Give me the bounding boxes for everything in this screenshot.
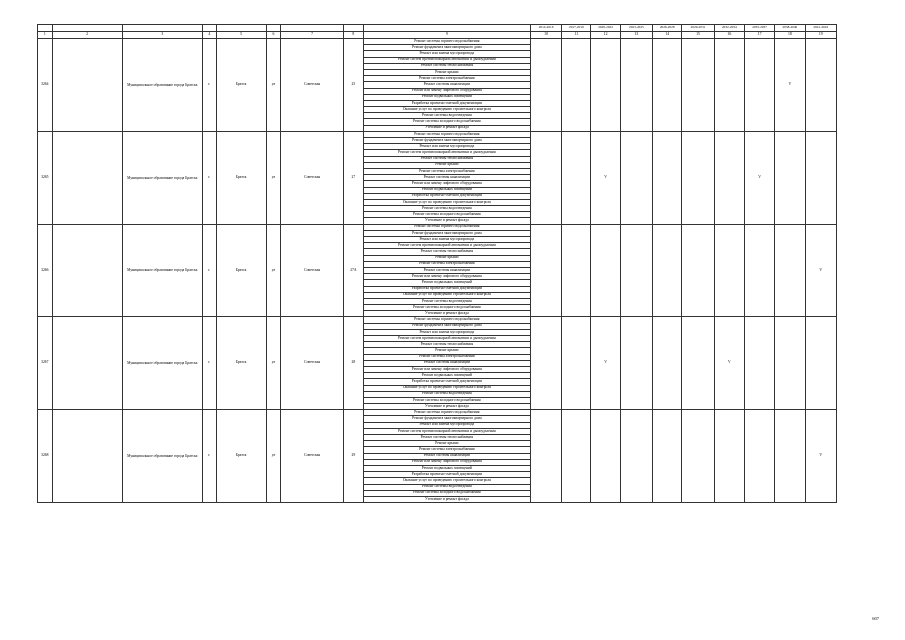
- street-type-cell: ул: [266, 131, 281, 224]
- column-number-cell: 6: [266, 32, 281, 39]
- work-name-cell: Ремонт системы водоотведения: [363, 298, 530, 304]
- year-mark-cell: [653, 131, 682, 224]
- work-name-cell: Ремонт системы канализации: [363, 267, 530, 273]
- year-mark-cell-checked: V: [805, 410, 836, 503]
- work-name-cell: Ремонт или замена мусоропровода: [363, 51, 530, 57]
- work-name-cell: Ремонт крыши: [363, 162, 530, 168]
- column-number-cell: 12: [591, 32, 620, 39]
- work-name-cell: Разработка проектно-сметной документации: [363, 379, 530, 385]
- column-number-cell: 3: [122, 32, 202, 39]
- locality-type-cell: г.: [203, 224, 217, 317]
- year-mark-cell: [744, 317, 774, 410]
- work-name-cell: Ремонт или замена мусоропровода: [363, 144, 530, 150]
- work-name-cell: Ремонт или замену лифтового оборудования: [363, 274, 530, 280]
- work-name-cell: Ремонт систем противопожарной автоматики и дымоудаления: [363, 150, 530, 156]
- year-mark-cell: [562, 39, 591, 132]
- header-blank-cell: [266, 25, 281, 32]
- work-name-cell: Ремонт системы теплоснабжения: [363, 249, 530, 255]
- work-name-cell: Ремонт или замену лифтового оборудования: [363, 459, 530, 465]
- year-mark-cell: [775, 317, 805, 410]
- work-name-cell: Ремонт фундамента многоквартирного дома: [363, 323, 530, 329]
- work-name-cell: Ремонт или замена мусоропровода: [363, 422, 530, 428]
- work-name-cell: Ремонт фундамента многоквартирного дома: [363, 45, 530, 51]
- year-mark-cell: [591, 410, 620, 503]
- year-mark-cell: [714, 224, 744, 317]
- building-id-cell: 3267: [38, 317, 53, 410]
- city-cell: Братск: [216, 224, 266, 317]
- work-name-cell: Ремонт системы горячего водоснабжения: [363, 224, 530, 230]
- period-header-cell: 2035-2037: [744, 25, 774, 32]
- year-mark-cell-checked: V: [714, 317, 744, 410]
- blank-cell: [52, 39, 122, 132]
- blank-cell: [52, 410, 122, 503]
- column-number-cell: 19: [805, 32, 836, 39]
- year-mark-cell: [591, 39, 620, 132]
- year-mark-cell: [530, 410, 561, 503]
- column-number-cell: 17: [744, 32, 774, 39]
- work-name-cell: Ремонт системы канализации: [363, 360, 530, 366]
- year-mark-cell: [682, 317, 714, 410]
- blank-cell: [52, 224, 122, 317]
- work-name-cell: Утепление и ремонт фасада: [363, 496, 530, 502]
- year-mark-cell: [562, 410, 591, 503]
- year-mark-cell: [714, 39, 744, 132]
- year-mark-cell: [653, 224, 682, 317]
- year-mark-cell: [591, 224, 620, 317]
- building-id-cell: 3264: [38, 39, 53, 132]
- work-name-cell: Ремонт системы электроснабжения: [363, 76, 530, 82]
- work-name-cell: Ремонт системы теплоснабжения: [363, 156, 530, 162]
- year-mark-cell: [744, 224, 774, 317]
- column-number-row: [38, 32, 837, 39]
- work-name-cell: Ремонт или замену лифтового оборудования: [363, 181, 530, 187]
- work-name-cell: Ремонт системы теплоснабжения: [363, 63, 530, 69]
- period-header-cell: 2023-2025: [620, 25, 652, 32]
- column-number-cell: 13: [620, 32, 652, 39]
- work-name-cell: Разработка проектно-сметной документации: [363, 193, 530, 199]
- year-mark-cell: [620, 224, 652, 317]
- work-name-cell: Ремонт системы холодного водоснабжения: [363, 490, 530, 496]
- year-mark-cell: [562, 317, 591, 410]
- house-number-cell: 27А: [343, 224, 363, 317]
- work-name-cell: Утепление и ремонт фасада: [363, 311, 530, 317]
- header-blank-cell: [343, 25, 363, 32]
- year-mark-cell-checked: V: [775, 39, 805, 132]
- work-name-cell: Ремонт системы теплоснабжения: [363, 435, 530, 441]
- work-name-cell: Ремонт крыши: [363, 255, 530, 261]
- work-name-cell: Ремонт системы теплоснабжения: [363, 342, 530, 348]
- column-number-cell: 14: [653, 32, 682, 39]
- year-mark-cell-checked: V: [744, 131, 774, 224]
- year-mark-cell: [620, 131, 652, 224]
- street-type-cell: ул: [266, 224, 281, 317]
- period-header-cell: 2020-2022: [591, 25, 620, 32]
- building-id-cell: 3268: [38, 410, 53, 503]
- column-number-cell: 16: [714, 32, 744, 39]
- work-name-cell: Оказание услуг по проведению строительного контроля: [363, 385, 530, 391]
- year-mark-cell: [775, 131, 805, 224]
- city-cell: Братск: [216, 410, 266, 503]
- year-mark-cell: [620, 39, 652, 132]
- period-header-cell: 2017-2019: [562, 25, 591, 32]
- work-name-cell: Ремонт системы водоотведения: [363, 206, 530, 212]
- house-number-cell: 28: [343, 317, 363, 410]
- street-cell: Советская: [281, 410, 344, 503]
- column-number-cell: 2: [52, 32, 122, 39]
- work-name-cell: Ремонт фундамента многоквартирного дома: [363, 138, 530, 144]
- work-name-cell: Ремонт системы электроснабжения: [363, 168, 530, 174]
- work-name-cell: Ремонт или замену лифтового оборудования: [363, 88, 530, 94]
- work-name-cell: Ремонт подвальных помещений: [363, 373, 530, 379]
- year-mark-cell: [682, 39, 714, 132]
- owner-cell: Муниципальное образование города Братска: [122, 410, 202, 503]
- work-name-cell: Ремонт подвальных помещений: [363, 94, 530, 100]
- work-name-cell: Ремонт подвальных помещений: [363, 280, 530, 286]
- column-number-cell: 11: [562, 32, 591, 39]
- capital-repair-table: [37, 24, 837, 503]
- street-type-cell: ул: [266, 317, 281, 410]
- work-name-cell: Ремонт системы водоотведения: [363, 113, 530, 119]
- owner-cell: Муниципальное образование города Братска: [122, 39, 202, 132]
- work-name-cell: Ремонт систем противопожарной автоматики и дымоудаления: [363, 428, 530, 434]
- work-name-cell: Ремонт крыши: [363, 348, 530, 354]
- year-mark-cell: [714, 410, 744, 503]
- work-name-cell: Разработка проектно-сметной документации: [363, 100, 530, 106]
- street-cell: Советская: [281, 131, 344, 224]
- year-mark-cell: [805, 131, 836, 224]
- year-mark-cell: [620, 317, 652, 410]
- blank-cell: [52, 317, 122, 410]
- work-name-cell: Утепление и ремонт фасада: [363, 404, 530, 410]
- work-name-cell: Ремонт системы электроснабжения: [363, 261, 530, 267]
- period-header-cell: 2032-2034: [714, 25, 744, 32]
- year-mark-cell: [805, 39, 836, 132]
- year-mark-cell: [562, 131, 591, 224]
- street-type-cell: ул: [266, 39, 281, 132]
- period-header-row: [38, 25, 837, 32]
- work-name-cell: Ремонт крыши: [363, 441, 530, 447]
- work-name-cell: Ремонт фундамента многоквартирного дома: [363, 230, 530, 236]
- year-mark-cell: [530, 224, 561, 317]
- header-blank-cell: [52, 25, 122, 32]
- work-name-cell: Ремонт крыши: [363, 69, 530, 75]
- year-mark-cell: [682, 224, 714, 317]
- work-name-cell: Ремонт или замена мусоропровода: [363, 237, 530, 243]
- owner-cell: Муниципальное образование города Братска: [122, 317, 202, 410]
- year-mark-cell: [775, 224, 805, 317]
- year-mark-cell: [744, 410, 774, 503]
- year-mark-cell: [744, 39, 774, 132]
- work-name-cell: Ремонт системы электроснабжения: [363, 447, 530, 453]
- header-blank-cell: [38, 25, 53, 32]
- work-name-cell: Оказание услуг по проведению строительного контроля: [363, 292, 530, 298]
- year-mark-cell: [653, 410, 682, 503]
- owner-cell: Муниципальное образование города Братска: [122, 224, 202, 317]
- period-header-cell: 2026-2028: [653, 25, 682, 32]
- city-cell: Братск: [216, 39, 266, 132]
- period-header-cell: 2041-2043: [805, 25, 836, 32]
- locality-type-cell: г.: [203, 39, 217, 132]
- work-name-cell: Ремонт системы электроснабжения: [363, 354, 530, 360]
- work-name-cell: Ремонт системы водоотведения: [363, 391, 530, 397]
- work-name-cell: Ремонт системы канализации: [363, 82, 530, 88]
- street-cell: Советская: [281, 317, 344, 410]
- street-cell: Советская: [281, 224, 344, 317]
- locality-type-cell: г.: [203, 410, 217, 503]
- work-name-cell: Ремонт фундамента многоквартирного дома: [363, 416, 530, 422]
- year-mark-cell: [714, 131, 744, 224]
- work-name-cell: Ремонт или замену лифтового оборудования: [363, 366, 530, 372]
- year-mark-cell-checked: V: [591, 317, 620, 410]
- year-mark-cell: [775, 410, 805, 503]
- city-cell: Братск: [216, 131, 266, 224]
- work-name-cell: Ремонт системы горячего водоснабжения: [363, 317, 530, 323]
- street-type-cell: ул: [266, 410, 281, 503]
- work-name-cell: Ремонт системы холодного водоснабжения: [363, 212, 530, 218]
- page-number: 607: [872, 616, 879, 621]
- column-number-cell: 7: [281, 32, 344, 39]
- column-number-cell: 5: [216, 32, 266, 39]
- column-number-cell: 1: [38, 32, 53, 39]
- year-mark-cell-checked: V: [805, 224, 836, 317]
- year-mark-cell: [620, 410, 652, 503]
- city-cell: Братск: [216, 317, 266, 410]
- work-name-cell: Разработка проектно-сметной документации: [363, 286, 530, 292]
- work-name-cell: Ремонт системы канализации: [363, 453, 530, 459]
- column-number-cell: 9: [363, 32, 530, 39]
- column-number-cell: 10: [530, 32, 561, 39]
- work-name-cell: Ремонт систем противопожарной автоматики и дымоудаления: [363, 243, 530, 249]
- header-blank-cell: [216, 25, 266, 32]
- work-name-cell: Ремонт подвальных помещений: [363, 187, 530, 193]
- year-mark-cell: [682, 410, 714, 503]
- owner-cell: Муниципальное образование города Братска: [122, 131, 202, 224]
- work-name-cell: Ремонт системы горячего водоснабжения: [363, 131, 530, 137]
- year-mark-cell-checked: V: [591, 131, 620, 224]
- work-name-cell: Ремонт систем противопожарной автоматики и дымоудаления: [363, 336, 530, 342]
- work-name-cell: Ремонт системы холодного водоснабжения: [363, 305, 530, 311]
- street-cell: Советская: [281, 39, 344, 132]
- year-mark-cell: [530, 317, 561, 410]
- column-number-cell: 18: [775, 32, 805, 39]
- year-mark-cell: [530, 39, 561, 132]
- year-mark-cell: [805, 317, 836, 410]
- year-mark-cell: [530, 131, 561, 224]
- header-blank-cell: [203, 25, 217, 32]
- building-id-cell: 3265: [38, 131, 53, 224]
- house-number-cell: 25: [343, 39, 363, 132]
- work-name-cell: Утепление и ремонт фасада: [363, 218, 530, 224]
- blank-cell: [52, 131, 122, 224]
- work-name-cell: Утепление и ремонт фасада: [363, 125, 530, 131]
- period-header-cell: 2038-2040: [775, 25, 805, 32]
- year-mark-cell: [562, 224, 591, 317]
- work-name-cell: Оказание услуг по проведению строительного контроля: [363, 199, 530, 205]
- locality-type-cell: г.: [203, 317, 217, 410]
- period-header-cell: 2014-2016: [530, 25, 561, 32]
- house-number-cell: 29: [343, 410, 363, 503]
- work-name-cell: Ремонт системы горячего водоснабжения: [363, 410, 530, 416]
- building-id-cell: 3266: [38, 224, 53, 317]
- work-name-cell: Оказание услуг по проведению строительного контроля: [363, 107, 530, 113]
- period-header-cell: 2029-2031: [682, 25, 714, 32]
- work-name-cell: Разработка проектно-сметной документации: [363, 472, 530, 478]
- header-blank-cell: [363, 25, 530, 32]
- year-mark-cell: [653, 317, 682, 410]
- column-number-cell: 8: [343, 32, 363, 39]
- header-blank-cell: [281, 25, 344, 32]
- work-name-cell: Ремонт систем противопожарной автоматики и дымоудаления: [363, 57, 530, 63]
- house-number-cell: 27: [343, 131, 363, 224]
- year-mark-cell: [682, 131, 714, 224]
- year-mark-cell: [653, 39, 682, 132]
- work-name-cell: Ремонт подвальных помещений: [363, 465, 530, 471]
- header-blank-cell: [122, 25, 202, 32]
- locality-type-cell: г.: [203, 131, 217, 224]
- work-name-cell: Ремонт системы холодного водоснабжения: [363, 397, 530, 403]
- work-name-cell: Ремонт системы канализации: [363, 175, 530, 181]
- column-number-cell: 4: [203, 32, 217, 39]
- work-name-cell: Ремонт или замена мусоропровода: [363, 329, 530, 335]
- work-name-cell: Ремонт системы водоотведения: [363, 484, 530, 490]
- work-name-cell: Ремонт системы горячего водоснабжения: [363, 39, 530, 45]
- work-name-cell: Оказание услуг по проведению строительного контроля: [363, 478, 530, 484]
- column-number-cell: 15: [682, 32, 714, 39]
- work-name-cell: Ремонт системы холодного водоснабжения: [363, 119, 530, 125]
